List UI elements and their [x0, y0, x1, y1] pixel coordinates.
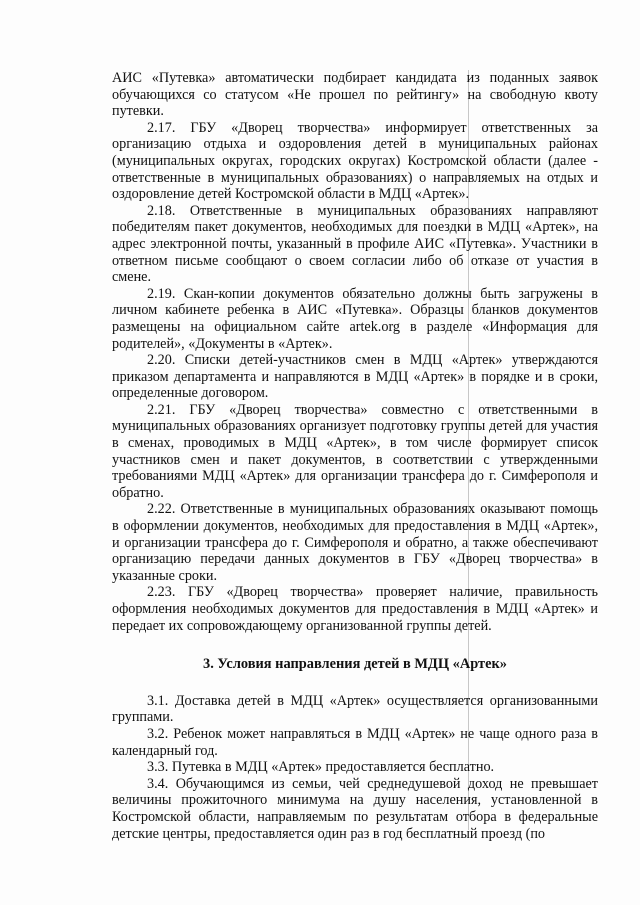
paragraph-2-17: 2.17. ГБУ «Дворец творчества» информирует ответственных за организацию отдыха и оздоровления детей в муниципальных районах (муниципальных округах, городских округах) Костромской области (далее - ответственные в муниципальных образованиях) о направляемых на отдых и оздоровление детей Костромской области в МДЦ «Артек».	[112, 119, 598, 203]
paragraph-2-22: 2.22. Ответственные в муниципальных образованиях оказывают помощь в оформлении документов, необходимых для предоставления в МДЦ «Артек», и организации трансфера до г. Симферополя и обратно, а также обеспечивают организацию передачи данных документов в ГБУ «Дворец творчества» в указанные сроки.	[112, 501, 598, 584]
paragraph-2-23: 2.23. ГБУ «Дворец творчества» проверяет наличие, правильность оформления необходимых документов для предоставления в МДЦ «Артек» и передает их сопровождающему организованной группы детей.	[112, 584, 598, 634]
paragraph-3-1: 3.1. Доставка детей в МДЦ «Артек» осуществляется организованными группами.	[112, 692, 598, 726]
section-heading: 3. Условия направления детей в МДЦ «Артек»	[203, 656, 507, 673]
paragraph-continuation: АИС «Путевка» автоматически подбирает кандидата из поданных заявок обучающихся со статусом «Не прошел по рейтингу» на свободную квоту путевки.	[112, 70, 598, 120]
paragraph-2-19: 2.19. Скан-копии документов обязательно должны быть загружены в личном кабинете ребенка в АИС «Путевка». Образцы бланков документов размещены на официальном сайте artek.org в разделе «Информация для родителей», «Документы в «Артек».	[112, 285, 598, 352]
paragraph-3-2: 3.2. Ребенок может направляться в МДЦ «Артек» не чаще одного раза в календарный год.	[112, 725, 598, 759]
document-body	[112, 70, 598, 842]
paragraph-3-4: 3.4. Обучающимся из семьи, чей среднедушевой доход не превышает величины прожиточного минимума на душу населения, установленной в Костромской области, направляемым по результатам отбора в федеральные детские центры, предоставляется один раз в год бесплатный проезд (по	[112, 775, 598, 842]
paragraph-2-18: 2.18. Ответственные в муниципальных образованиях направляют победителям пакет документов, необходимых для поездки в МДЦ «Артек», на адрес электронной почты, указанный в профиле АИС «Путевка». Участники в ответном письме сообщают о своем согласии либо об отказе от участия в смене.	[112, 202, 598, 286]
paragraph-3-3: 3.3. Путевка в МДЦ «Артек» предоставляется бесплатно.	[147, 759, 495, 776]
paragraph-2-21: 2.21. ГБУ «Дворец творчества» совместно с ответственными в муниципальных образованиях организует подготовку группы детей для участия в сменах, проводимых в МДЦ «Артек», в том числе формирует список участников смен и пакет документов, в соответствии с утвержденными требованиями МДЦ «Артек» для организации трансфера до г. Симферополя и обратно.	[112, 401, 598, 501]
paragraph-2-20: 2.20. Списки детей-участников смен в МДЦ «Артек» утверждаются приказом департамента и направляются в МДЦ «Артек» в порядке и в сроки, определенные договором.	[112, 352, 598, 402]
